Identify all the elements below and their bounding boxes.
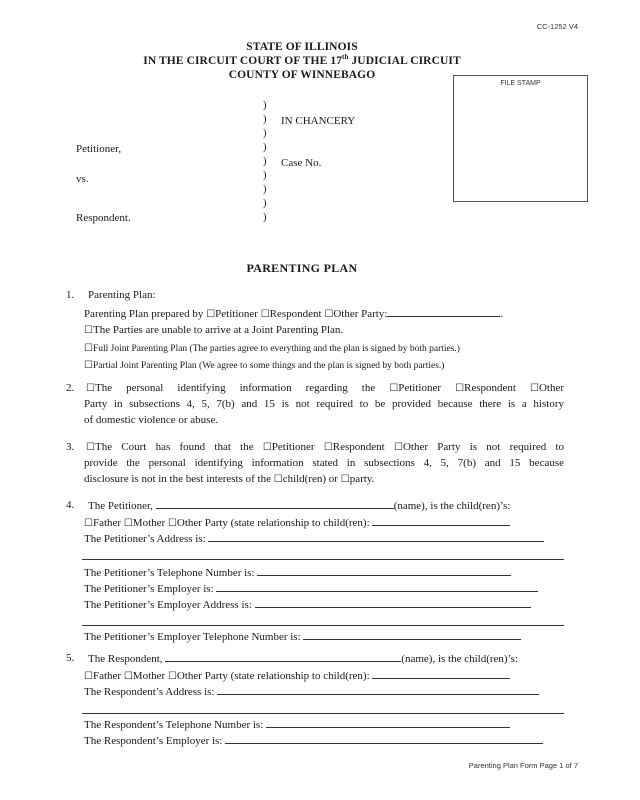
respondent-telephone-field[interactable] [266,718,510,728]
label-court-respondent: Respondent [332,441,385,453]
checkbox-petitioner-other[interactable]: ☐ [167,518,177,529]
caption-petitioner: Petitioner, [76,143,122,155]
section-4-line-1 [88,499,510,512]
section-2-number: 2. [66,382,75,394]
checkbox-court-other[interactable]: ☐ [394,442,403,453]
section-5-line-1 [88,652,518,665]
checkbox-petitioner-father[interactable]: ☐ [84,518,93,529]
petitioner-relationship-field[interactable] [372,516,510,526]
page-title: PARENTING PLAN [246,261,358,275]
respondent-employer-field[interactable] [225,734,543,744]
checkbox-pii-history[interactable]: ☐ [86,383,95,394]
label-petitioner-mother: Mother [132,517,166,529]
petitioner-employer-address-field-line-2[interactable] [82,625,564,626]
checkbox-petitioner-mother[interactable]: ☐ [123,518,133,529]
label-pii-other: Other [538,382,565,394]
section-5-relationship [84,669,510,682]
respondent-address-field-line-2[interactable] [82,713,564,714]
header-county: COUNTY OF WINNEBAGO [228,69,376,81]
petitioner-intro: The Petitioner, [88,500,153,512]
section-4-employer-telephone [84,630,521,643]
respondent-relationship-field[interactable] [372,669,510,679]
form-code: CC-1252 V4 [536,22,578,31]
prepared-by-label: Parenting Plan prepared by [84,308,204,320]
label-prepared-petitioner: Petitioner [215,308,258,320]
page-footer: Parenting Plan Form Page 1 of 7 [468,761,578,770]
petitioner-telephone-label: The Petitioner’s Telephone Number is: [84,567,255,579]
petitioner-address-field-line-2[interactable] [82,559,564,560]
section-2-line-2: Party in subsections 4, 5, 7(b) and 15 is not required to be provided because there is a history [84,398,564,410]
respondent-telephone-label: The Respondent’s Telephone Number is: [84,719,264,731]
label-unable: The Parties are unable to arrive at a Joint Parenting Plan. [92,324,344,336]
section-4-relationship [84,516,510,529]
petitioner-address-field[interactable] [208,532,544,542]
header-court-sup: th [342,53,349,61]
respondent-intro: The Respondent, [88,653,163,665]
respondent-name-suffix: (name), is the child(ren)’s: [401,653,518,665]
caption-paren: ) [263,100,267,111]
checkbox-full-joint[interactable]: ☐ [84,343,93,354]
other-party-name-field[interactable] [387,307,500,317]
section-4-employer-address [84,598,531,611]
section-3-line-2: provide the personal identifying information stated in subsections 4, 5, 7(b) and 15 because [84,457,564,469]
petitioner-address-label: The Petitioner’s Address is: [84,533,206,545]
section-1-full-joint [84,343,460,354]
section-1-partial-joint [84,360,444,371]
section-4-employer [84,582,538,595]
label-court-petitioner: Petitioner [271,441,315,453]
petitioner-telephone-field[interactable] [257,566,511,576]
caption-paren: ) [263,212,267,223]
checkbox-respondent-mother[interactable]: ☐ [123,671,133,682]
section-5-address [84,685,539,698]
checkbox-partial-joint[interactable]: ☐ [84,360,93,371]
checkbox-prepared-respondent[interactable]: ☐ [260,309,270,320]
petitioner-employer-field[interactable] [216,582,538,592]
petitioner-employer-address-field[interactable] [255,598,531,608]
label-court-other: Other Party is not required to [402,441,565,453]
section-5-number: 5. [66,652,75,664]
checkbox-best-interest-party[interactable]: ☐ [340,474,350,485]
caption-paren: ) [263,156,267,167]
section-4-telephone [84,566,511,579]
petitioner-employer-telephone-field[interactable] [303,630,521,640]
petitioner-name-field[interactable] [156,499,394,509]
label-prepared-respondent: Respondent [269,308,322,320]
section-3-number: 3. [66,441,75,453]
caption-paren: ) [263,128,267,139]
header-court [0,55,604,67]
section-1-heading: Parenting Plan: [88,289,156,301]
caption-paren: ) [263,198,267,209]
checkbox-prepared-other[interactable]: ☐ [324,309,334,320]
section-5-employer [84,734,543,747]
label-partial-joint: Partial Joint Parenting Plan (We agree to some things and the plan is signed by both parties.) [92,361,445,371]
header-state: STATE OF ILLINOIS [246,41,358,53]
checkbox-pii-respondent[interactable]: ☐ [455,383,465,394]
caption-paren: ) [263,142,267,153]
caption-paren: ) [263,170,267,181]
section-3-line-3 [84,473,374,485]
file-stamp-label: FILE STAMP [500,80,541,87]
checkbox-unable[interactable]: ☐ [84,325,93,336]
section-2-line-3: of domestic violence or abuse. [84,414,219,426]
label-best-interest-children: child(ren) or [282,473,338,485]
section-1-number: 1. [66,289,75,301]
section-1-unable [84,324,343,336]
case-no-label: Case No. [281,157,322,169]
file-stamp-box [453,75,588,202]
section-3-line-1 [86,441,564,453]
section-4-number: 4. [66,499,75,511]
section-4-address [84,532,544,545]
label-respondent-other: Other Party (state relationship to child(ren): [176,670,370,682]
section-5-telephone [84,718,510,731]
respondent-name-field[interactable] [165,652,401,662]
petitioner-employer-telephone-label: The Petitioner’s Employer Telephone Number is: [84,631,301,643]
checkbox-court-petitioner[interactable]: ☐ [262,442,272,453]
checkbox-court-respondent[interactable]: ☐ [323,442,333,453]
label-best-interest-party: party. [349,473,375,485]
respondent-address-label: The Respondent’s Address is: [84,686,215,698]
checkbox-pii-other[interactable]: ☐ [530,383,539,394]
section-1-prepared-by: Parenting Plan prepared by ☐Petitioner ☐Respondent ☐Other Party: . [84,308,504,320]
label-pii-respondent: Respondent [464,382,516,394]
label-respondent-father: Father [92,670,122,682]
section-3-text: The Court has found that the [94,441,254,453]
petitioner-employer-address-label: The Petitioner’s Employer Address is: [84,599,252,611]
checkbox-court-found[interactable]: ☐ [86,442,95,453]
checkbox-prepared-petitioner[interactable]: ☐ [206,309,216,320]
in-chancery: IN CHANCERY [281,115,356,127]
caption-respondent: Respondent. [76,212,131,224]
checkbox-pii-petitioner[interactable]: ☐ [389,383,399,394]
label-petitioner-other: Other Party (state relationship to child(ren): [176,517,370,529]
checkbox-respondent-father[interactable]: ☐ [84,671,93,682]
respondent-employer-label: The Respondent’s Employer is: [84,735,223,747]
label-respondent-mother: Mother [132,670,166,682]
section-2-line-1 [86,382,564,394]
label-prepared-other: Other Party: [333,308,388,320]
caption-paren: ) [263,184,267,195]
respondent-address-field[interactable] [217,685,539,695]
caption-paren: ) [263,114,267,125]
header-court-pre: IN THE CIRCUIT COURT OF THE 17 [143,55,343,67]
header-court-post: JUDICIAL CIRCUIT [348,55,461,67]
section-2-text: The personal identifying information regarding the [94,382,376,394]
section-3-line-3-text: disclosure is not in the best interests of the [84,473,271,485]
label-full-joint: Full Joint Parenting Plan (The parties agree to everything and the plan is signed by both parties.) [92,344,460,354]
checkbox-best-interest-children[interactable]: ☐ [273,474,283,485]
petitioner-name-suffix: (name), is the child(ren)’s: [393,500,511,512]
checkbox-respondent-other[interactable]: ☐ [167,671,177,682]
label-pii-petitioner: Petitioner [398,382,442,394]
caption-vs: vs. [76,173,89,185]
label-petitioner-father: Father [92,517,122,529]
petitioner-employer-label: The Petitioner’s Employer is: [84,583,214,595]
